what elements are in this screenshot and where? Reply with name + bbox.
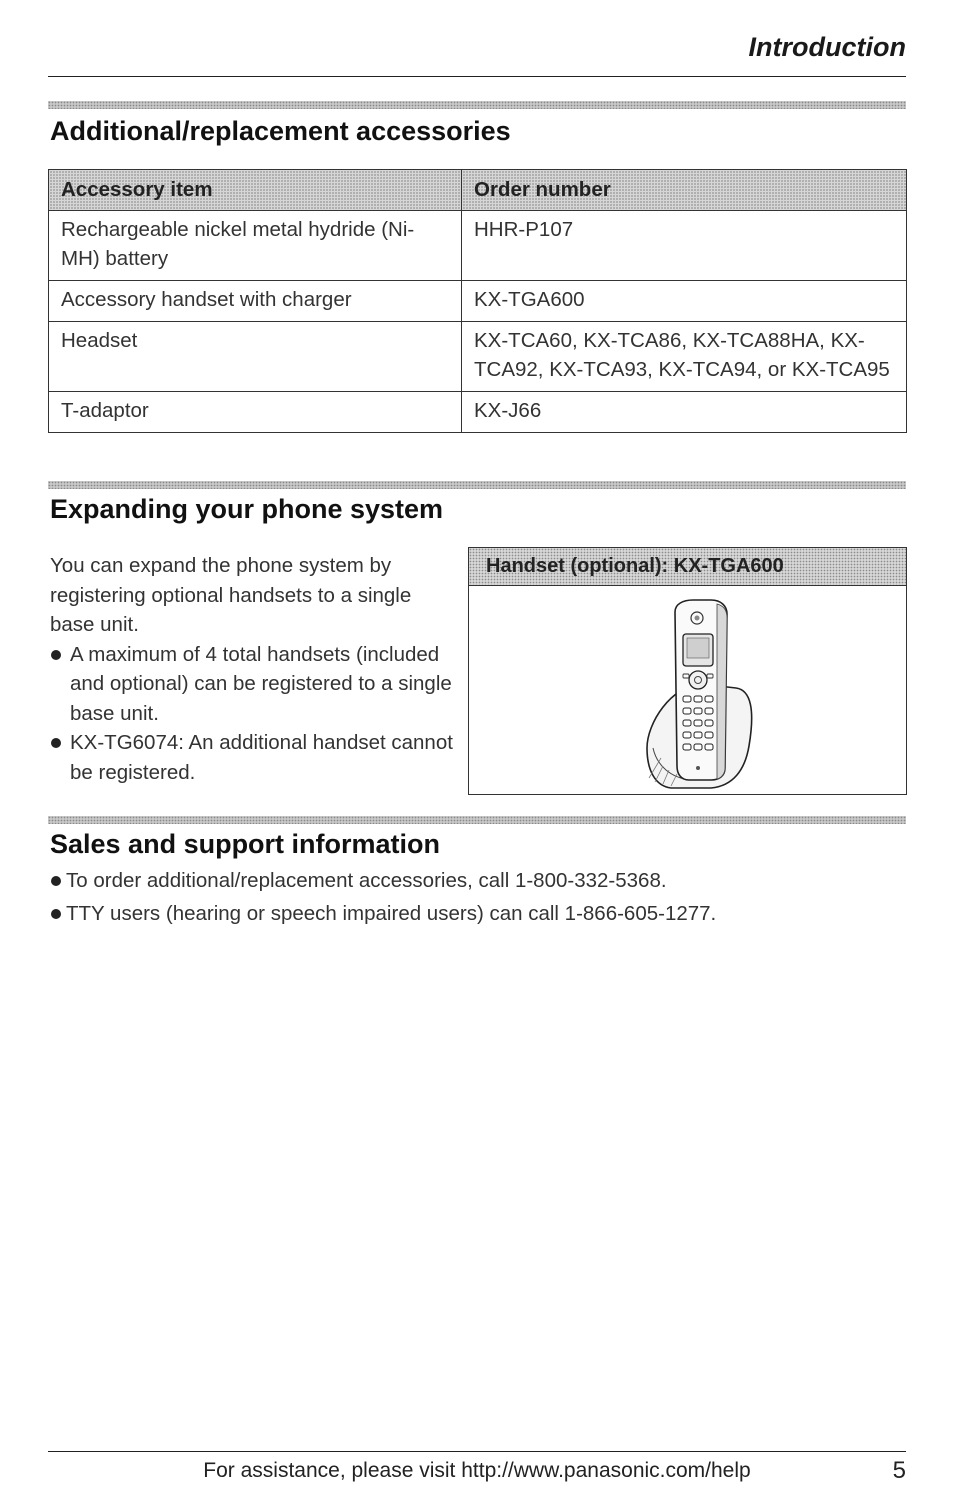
- accessory-item: Rechargeable nickel metal hydride (Ni-MH) battery: [49, 211, 462, 281]
- table-header-row: [49, 170, 907, 211]
- table-row: [49, 211, 907, 281]
- accessory-item: Accessory handset with charger: [49, 281, 462, 322]
- handset-on-charger-icon: [641, 598, 761, 793]
- bullet-icon: [51, 650, 61, 660]
- accessory-item: Headset: [49, 322, 462, 392]
- footer-rule: [48, 1451, 906, 1452]
- table-row: [49, 322, 907, 392]
- section-divider: [48, 481, 906, 489]
- bullet-text: TTY users (hearing or speech impaired users) can call 1-866-605-1277.: [66, 901, 717, 925]
- accessories-table: [48, 169, 907, 433]
- column-header-order: Order number: [462, 170, 907, 211]
- accessory-item: T-adaptor: [49, 392, 462, 433]
- expanding-heading: Expanding your phone system: [50, 494, 444, 524]
- page-number: 5: [892, 1457, 906, 1484]
- table-row: [49, 392, 907, 433]
- order-number: KX-J66: [462, 392, 907, 433]
- order-number: KX-TGA600: [462, 281, 907, 322]
- handset-figure: [468, 547, 907, 795]
- list-item: [50, 866, 910, 896]
- header-rule: [48, 76, 906, 77]
- bullet-text: To order additional/replacement accessories, call 1-800-332-5368.: [66, 869, 667, 892]
- order-number: HHR-P107: [462, 211, 907, 281]
- assistance-text: For assistance, please visit http://www.panasonic.com/help: [203, 1459, 751, 1482]
- expanding-text: [50, 551, 460, 787]
- sales-heading: Sales and support information: [50, 829, 441, 859]
- bullet-icon: [51, 909, 61, 919]
- column-header-item: Accessory item: [49, 170, 462, 211]
- section-divider: [48, 816, 906, 824]
- list-item: [50, 640, 460, 729]
- section-divider: [48, 101, 906, 109]
- expanding-intro: You can expand the phone system by registering optional handsets to a single base unit.: [50, 554, 412, 636]
- running-header: Introduction: [748, 32, 906, 62]
- order-number: KX-TCA60, KX-TCA86, KX-TCA88HA, KX-TCA92, KX-TCA93, KX-TCA94, or KX-TCA95: [462, 322, 907, 392]
- sales-list: [50, 866, 910, 928]
- bullet-text: A maximum of 4 total handsets (included and optional) can be registered to a single base unit.: [70, 642, 452, 725]
- accessories-heading: Additional/replacement accessories: [50, 116, 511, 146]
- bullet-text: KX-TG6074: An additional handset cannot be registered.: [70, 731, 453, 784]
- bullet-icon: [51, 876, 61, 886]
- table-row: [49, 281, 907, 322]
- list-item: [50, 899, 910, 929]
- list-item: [50, 728, 460, 787]
- bullet-icon: [51, 738, 61, 748]
- figure-caption: Handset (optional): KX-TGA600: [469, 548, 906, 586]
